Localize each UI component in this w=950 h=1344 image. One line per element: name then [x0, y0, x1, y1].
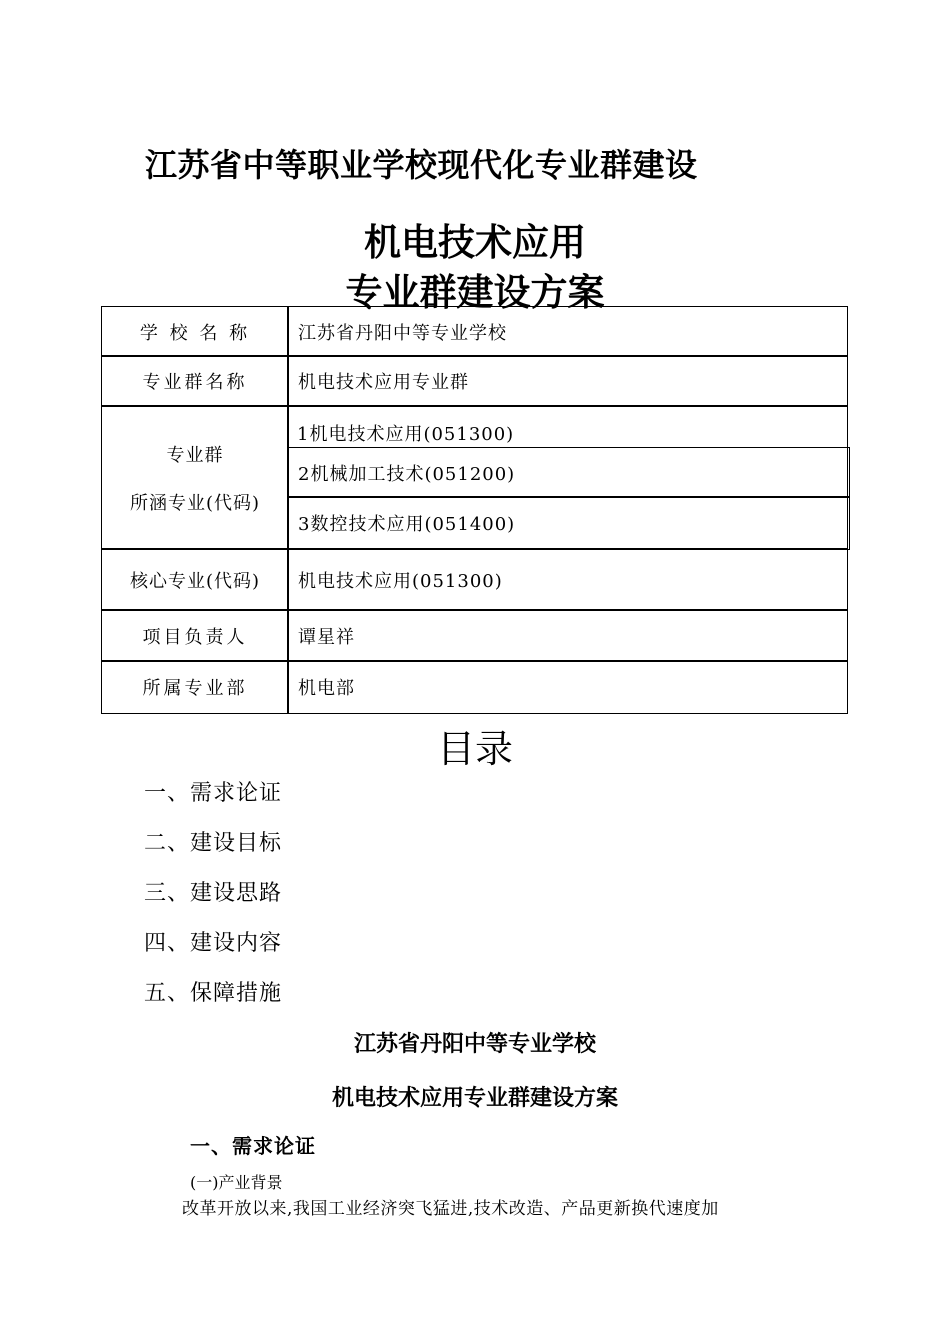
group-name-value: 机电技术应用专业群 — [287, 355, 848, 407]
toc-item[interactable]: 一、需求论证 — [144, 781, 283, 806]
department-value: 机电部 — [287, 660, 848, 714]
core-major-label: 核心专业(代码) — [101, 548, 289, 611]
plan-heading: 机电技术应用专业群建设方案 — [331, 1086, 618, 1111]
toc-item[interactable]: 五、保障措施 — [144, 981, 283, 1006]
covered-major-2: 2机械加工技术(051200) — [287, 447, 850, 498]
plan-title-line1: 机电技术应用 — [364, 221, 586, 264]
project-leader-label: 项目负责人 — [101, 609, 289, 662]
body-paragraph: 改革开放以来,我国工业经济突飞猛进,技术改造、产品更新换代速度加 — [182, 1199, 719, 1219]
department-label: 所属专业部 — [101, 660, 289, 714]
program-title: 江苏省中等职业学校现代化专业群建设 — [145, 146, 698, 184]
covered-major-3: 3数控技术应用(051400) — [287, 496, 850, 550]
toc-item[interactable]: 三、建设思路 — [144, 881, 283, 906]
plan-title-line2: 专业群建设方案 — [345, 271, 605, 314]
covered-majors-label-line2: 所涵专业(代码) — [129, 492, 261, 514]
group-name-label: 专业群名称 — [101, 355, 289, 407]
toc-item[interactable]: 二、建设目标 — [144, 831, 283, 856]
covered-major-1: 1机电技术应用(051300) — [297, 424, 515, 445]
toc-title: 目录 — [436, 727, 513, 771]
school-heading: 江苏省丹阳中等专业学校 — [353, 1032, 596, 1057]
subsection-heading: (一)产业背景 — [190, 1173, 283, 1192]
project-leader-value: 谭星祥 — [287, 609, 848, 662]
toc-item[interactable]: 四、建设内容 — [144, 931, 283, 956]
covered-majors-label-line1: 专业群 — [166, 444, 224, 466]
school-name-value: 江苏省丹阳中等专业学校 — [287, 306, 848, 357]
section-heading: 一、需求论证 — [190, 1134, 316, 1158]
covered-majors-label — [101, 405, 289, 550]
school-name-label: 学 校 名 称 — [101, 306, 289, 357]
core-major-value: 机电技术应用(051300) — [287, 548, 848, 611]
